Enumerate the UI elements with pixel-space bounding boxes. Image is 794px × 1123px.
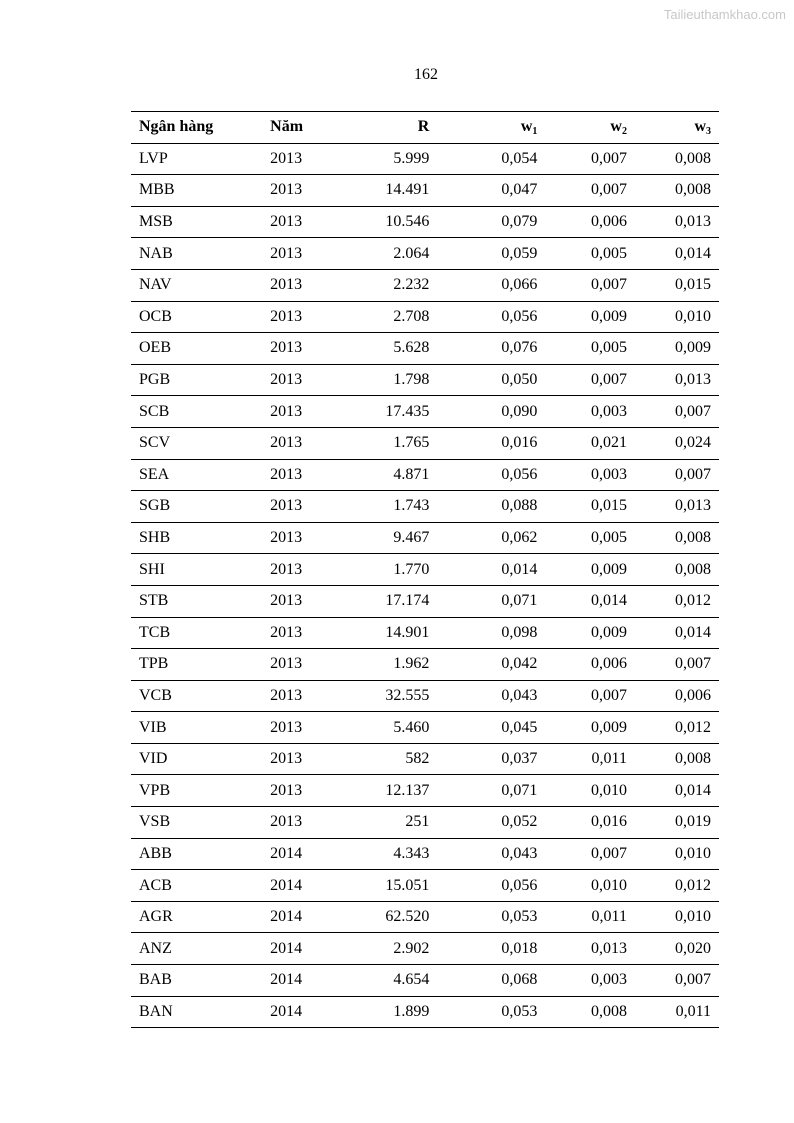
cell-w1: 0,071 (429, 585, 537, 617)
cell-w2: 0,007 (537, 175, 627, 207)
table-row (131, 238, 719, 270)
cell-r: 4.654 (334, 965, 430, 997)
cell-bank: SCB (131, 396, 270, 428)
cell-w2: 0,009 (537, 301, 627, 333)
cell-r: 2.708 (334, 301, 430, 333)
cell-r: 5.628 (334, 333, 430, 365)
cell-w2: 0,007 (537, 364, 627, 396)
cell-w1: 0,098 (429, 617, 537, 649)
cell-w2: 0,016 (537, 807, 627, 839)
cell-w1: 0,062 (429, 522, 537, 554)
cell-year: 2014 (270, 996, 333, 1028)
cell-w3: 0,011 (627, 996, 719, 1028)
cell-w2: 0,007 (537, 143, 627, 175)
table-row (131, 522, 719, 554)
cell-w3: 0,008 (627, 554, 719, 586)
cell-w1: 0,016 (429, 427, 537, 459)
cell-bank: AGR (131, 901, 270, 933)
table-row (131, 364, 719, 396)
table-row (131, 396, 719, 428)
cell-r: 32.555 (334, 680, 430, 712)
cell-bank: MBB (131, 175, 270, 207)
cell-year: 2013 (270, 364, 333, 396)
header-w3: $w_3$ (627, 112, 719, 144)
cell-bank: TPB (131, 649, 270, 681)
table-row (131, 427, 719, 459)
cell-w3: 0,014 (627, 775, 719, 807)
cell-w3: 0,008 (627, 143, 719, 175)
cell-w1: 0,056 (429, 301, 537, 333)
cell-r: 582 (334, 743, 430, 775)
cell-w1: 0,079 (429, 206, 537, 238)
cell-w3: 0,020 (627, 933, 719, 965)
cell-r: 5.460 (334, 712, 430, 744)
cell-bank: SGB (131, 491, 270, 523)
cell-w3: 0,008 (627, 522, 719, 554)
cell-bank: VIB (131, 712, 270, 744)
table-row (131, 649, 719, 681)
cell-bank: SCV (131, 427, 270, 459)
table-row (131, 680, 719, 712)
cell-w1: 0,045 (429, 712, 537, 744)
cell-w3: 0,012 (627, 870, 719, 902)
table-row (131, 459, 719, 491)
cell-w2: 0,010 (537, 870, 627, 902)
cell-w2: 0,003 (537, 459, 627, 491)
header-year: Năm (270, 112, 333, 144)
cell-r: 4.871 (334, 459, 430, 491)
cell-w1: 0,056 (429, 459, 537, 491)
table-row (131, 712, 719, 744)
cell-year: 2013 (270, 649, 333, 681)
cell-bank: BAN (131, 996, 270, 1028)
cell-bank: OCB (131, 301, 270, 333)
table-row (131, 870, 719, 902)
cell-w3: 0,013 (627, 364, 719, 396)
cell-w2: 0,007 (537, 269, 627, 301)
cell-bank: MSB (131, 206, 270, 238)
cell-w3: 0,015 (627, 269, 719, 301)
table-row (131, 301, 719, 333)
cell-bank: LVP (131, 143, 270, 175)
cell-bank: NAV (131, 269, 270, 301)
cell-bank: VID (131, 743, 270, 775)
cell-year: 2013 (270, 333, 333, 365)
cell-w3: 0,009 (627, 333, 719, 365)
cell-w2: 0,007 (537, 680, 627, 712)
cell-w1: 0,088 (429, 491, 537, 523)
table-body (131, 143, 719, 1028)
watermark-text: Tailieuthamkhao.com (663, 7, 786, 22)
cell-w1: 0,014 (429, 554, 537, 586)
cell-w1: 0,047 (429, 175, 537, 207)
cell-r: 2.064 (334, 238, 430, 270)
table-row (131, 933, 719, 965)
cell-year: 2013 (270, 712, 333, 744)
cell-w3: 0,008 (627, 175, 719, 207)
cell-year: 2014 (270, 933, 333, 965)
cell-bank: STB (131, 585, 270, 617)
cell-r: 12.137 (334, 775, 430, 807)
cell-year: 2013 (270, 585, 333, 617)
cell-r: 2.902 (334, 933, 430, 965)
cell-year: 2013 (270, 522, 333, 554)
cell-year: 2013 (270, 775, 333, 807)
cell-w2: 0,003 (537, 965, 627, 997)
cell-bank: NAB (131, 238, 270, 270)
cell-w3: 0,024 (627, 427, 719, 459)
cell-w2: 0,011 (537, 743, 627, 775)
cell-w2: 0,003 (537, 396, 627, 428)
cell-w2: 0,013 (537, 933, 627, 965)
cell-year: 2013 (270, 617, 333, 649)
cell-bank: ACB (131, 870, 270, 902)
table-row (131, 269, 719, 301)
cell-year: 2013 (270, 206, 333, 238)
cell-bank: BAB (131, 965, 270, 997)
cell-r: 10.546 (334, 206, 430, 238)
cell-w1: 0,076 (429, 333, 537, 365)
cell-w2: 0,005 (537, 522, 627, 554)
cell-r: 14.901 (334, 617, 430, 649)
cell-r: 1.770 (334, 554, 430, 586)
cell-w3: 0,014 (627, 617, 719, 649)
cell-w1: 0,018 (429, 933, 537, 965)
table-row (131, 775, 719, 807)
cell-bank: VPB (131, 775, 270, 807)
cell-w2: 0,006 (537, 649, 627, 681)
cell-w3: 0,019 (627, 807, 719, 839)
cell-w1: 0,043 (429, 680, 537, 712)
table-row (131, 206, 719, 238)
cell-year: 2013 (270, 238, 333, 270)
table-header-row (131, 112, 719, 144)
cell-w1: 0,042 (429, 649, 537, 681)
cell-r: 17.435 (334, 396, 430, 428)
cell-w1: 0,090 (429, 396, 537, 428)
table-row (131, 554, 719, 586)
cell-year: 2013 (270, 554, 333, 586)
cell-r: 4.343 (334, 838, 430, 870)
cell-w1: 0,066 (429, 269, 537, 301)
cell-bank: OEB (131, 333, 270, 365)
table-row (131, 585, 719, 617)
cell-year: 2014 (270, 965, 333, 997)
cell-year: 2013 (270, 427, 333, 459)
cell-w2: 0,009 (537, 554, 627, 586)
table-row (131, 965, 719, 997)
cell-year: 2013 (270, 680, 333, 712)
cell-w2: 0,010 (537, 775, 627, 807)
header-bank: Ngân hàng (131, 112, 270, 144)
cell-year: 2013 (270, 807, 333, 839)
header-w2: $w_2$ (537, 112, 627, 144)
cell-r: 62.520 (334, 901, 430, 933)
cell-w3: 0,010 (627, 901, 719, 933)
cell-w3: 0,010 (627, 838, 719, 870)
cell-w2: 0,009 (537, 712, 627, 744)
cell-bank: VSB (131, 807, 270, 839)
cell-w2: 0,015 (537, 491, 627, 523)
cell-r: 1.962 (334, 649, 430, 681)
cell-w2: 0,009 (537, 617, 627, 649)
cell-w2: 0,021 (537, 427, 627, 459)
cell-r: 5.999 (334, 143, 430, 175)
cell-w3: 0,012 (627, 585, 719, 617)
cell-r: 251 (334, 807, 430, 839)
cell-r: 15.051 (334, 870, 430, 902)
cell-w3: 0,012 (627, 712, 719, 744)
cell-w2: 0,008 (537, 996, 627, 1028)
cell-w1: 0,037 (429, 743, 537, 775)
table-row (131, 807, 719, 839)
cell-w2: 0,006 (537, 206, 627, 238)
cell-w1: 0,059 (429, 238, 537, 270)
cell-bank: SHI (131, 554, 270, 586)
cell-r: 1.899 (334, 996, 430, 1028)
header-w1: $w_1$ (429, 112, 537, 144)
cell-bank: PGB (131, 364, 270, 396)
cell-year: 2013 (270, 269, 333, 301)
cell-bank: ANZ (131, 933, 270, 965)
cell-w3: 0,008 (627, 743, 719, 775)
cell-year: 2013 (270, 301, 333, 333)
cell-w2: 0,014 (537, 585, 627, 617)
cell-r: 17.174 (334, 585, 430, 617)
cell-w1: 0,056 (429, 870, 537, 902)
cell-r: 14.491 (334, 175, 430, 207)
header-r: R (334, 112, 430, 144)
cell-w3: 0,014 (627, 238, 719, 270)
cell-year: 2013 (270, 143, 333, 175)
cell-r: 2.232 (334, 269, 430, 301)
cell-w2: 0,007 (537, 838, 627, 870)
table-row (131, 333, 719, 365)
table-row (131, 175, 719, 207)
cell-r: 1.743 (334, 491, 430, 523)
cell-w3: 0,013 (627, 206, 719, 238)
table-row (131, 838, 719, 870)
cell-year: 2013 (270, 396, 333, 428)
cell-w1: 0,053 (429, 996, 537, 1028)
cell-bank: SHB (131, 522, 270, 554)
cell-year: 2014 (270, 901, 333, 933)
cell-w3: 0,007 (627, 649, 719, 681)
cell-w3: 0,007 (627, 965, 719, 997)
cell-year: 2014 (270, 838, 333, 870)
cell-w1: 0,053 (429, 901, 537, 933)
cell-year: 2013 (270, 743, 333, 775)
cell-w2: 0,005 (537, 333, 627, 365)
cell-w3: 0,006 (627, 680, 719, 712)
cell-year: 2014 (270, 870, 333, 902)
table-row (131, 743, 719, 775)
cell-r: 9.467 (334, 522, 430, 554)
page-number: 162 (414, 66, 438, 83)
cell-w1: 0,054 (429, 143, 537, 175)
table-row (131, 143, 719, 175)
cell-w3: 0,007 (627, 459, 719, 491)
cell-w3: 0,013 (627, 491, 719, 523)
cell-bank: ABB (131, 838, 270, 870)
cell-w1: 0,071 (429, 775, 537, 807)
cell-year: 2013 (270, 175, 333, 207)
cell-bank: SEA (131, 459, 270, 491)
cell-bank: TCB (131, 617, 270, 649)
cell-year: 2013 (270, 459, 333, 491)
cell-r: 1.798 (334, 364, 430, 396)
table-row (131, 996, 719, 1028)
table-row (131, 617, 719, 649)
cell-w2: 0,005 (537, 238, 627, 270)
cell-w1: 0,050 (429, 364, 537, 396)
cell-w1: 0,052 (429, 807, 537, 839)
cell-w3: 0,010 (627, 301, 719, 333)
cell-year: 2013 (270, 491, 333, 523)
bank-data-table (131, 111, 719, 1028)
table-row (131, 491, 719, 523)
cell-w3: 0,007 (627, 396, 719, 428)
cell-w2: 0,011 (537, 901, 627, 933)
cell-bank: VCB (131, 680, 270, 712)
cell-r: 1.765 (334, 427, 430, 459)
table-row (131, 901, 719, 933)
cell-w1: 0,068 (429, 965, 537, 997)
cell-w1: 0,043 (429, 838, 537, 870)
